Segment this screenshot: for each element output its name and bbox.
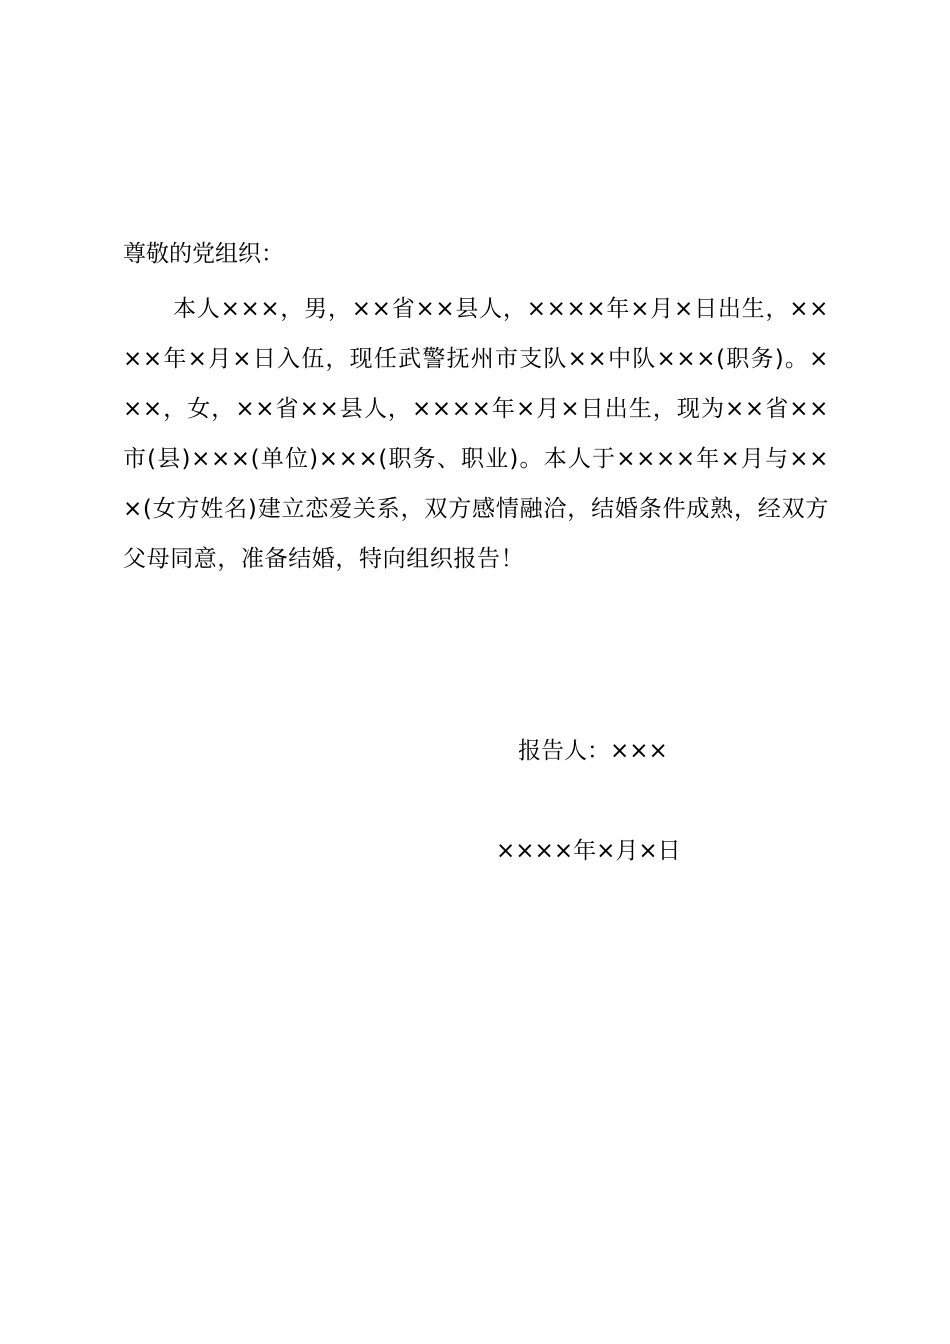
report-date: ××××年×月×日: [496, 838, 681, 864]
report-body-paragraph: 本人×××，男，××省××县人，××××年×月×日出生，××××年×月×日入伍，现任武警抚州市支队××中队×××(职务)。×××，女，××省××县人，××××年×月×日出生，现为××省××市(县)×××(单位)×××(职务、职业)。本人于××××年×月与×××(女方姓名)建立恋爱关系，双方感情融洽，结婚条件成熟，经双方父母同意，准备结婚，特向组织报告！: [123, 296, 829, 572]
reporter-signature-line: 报告人：×××: [518, 738, 668, 764]
salutation: 尊敬的党组织：: [123, 241, 284, 267]
